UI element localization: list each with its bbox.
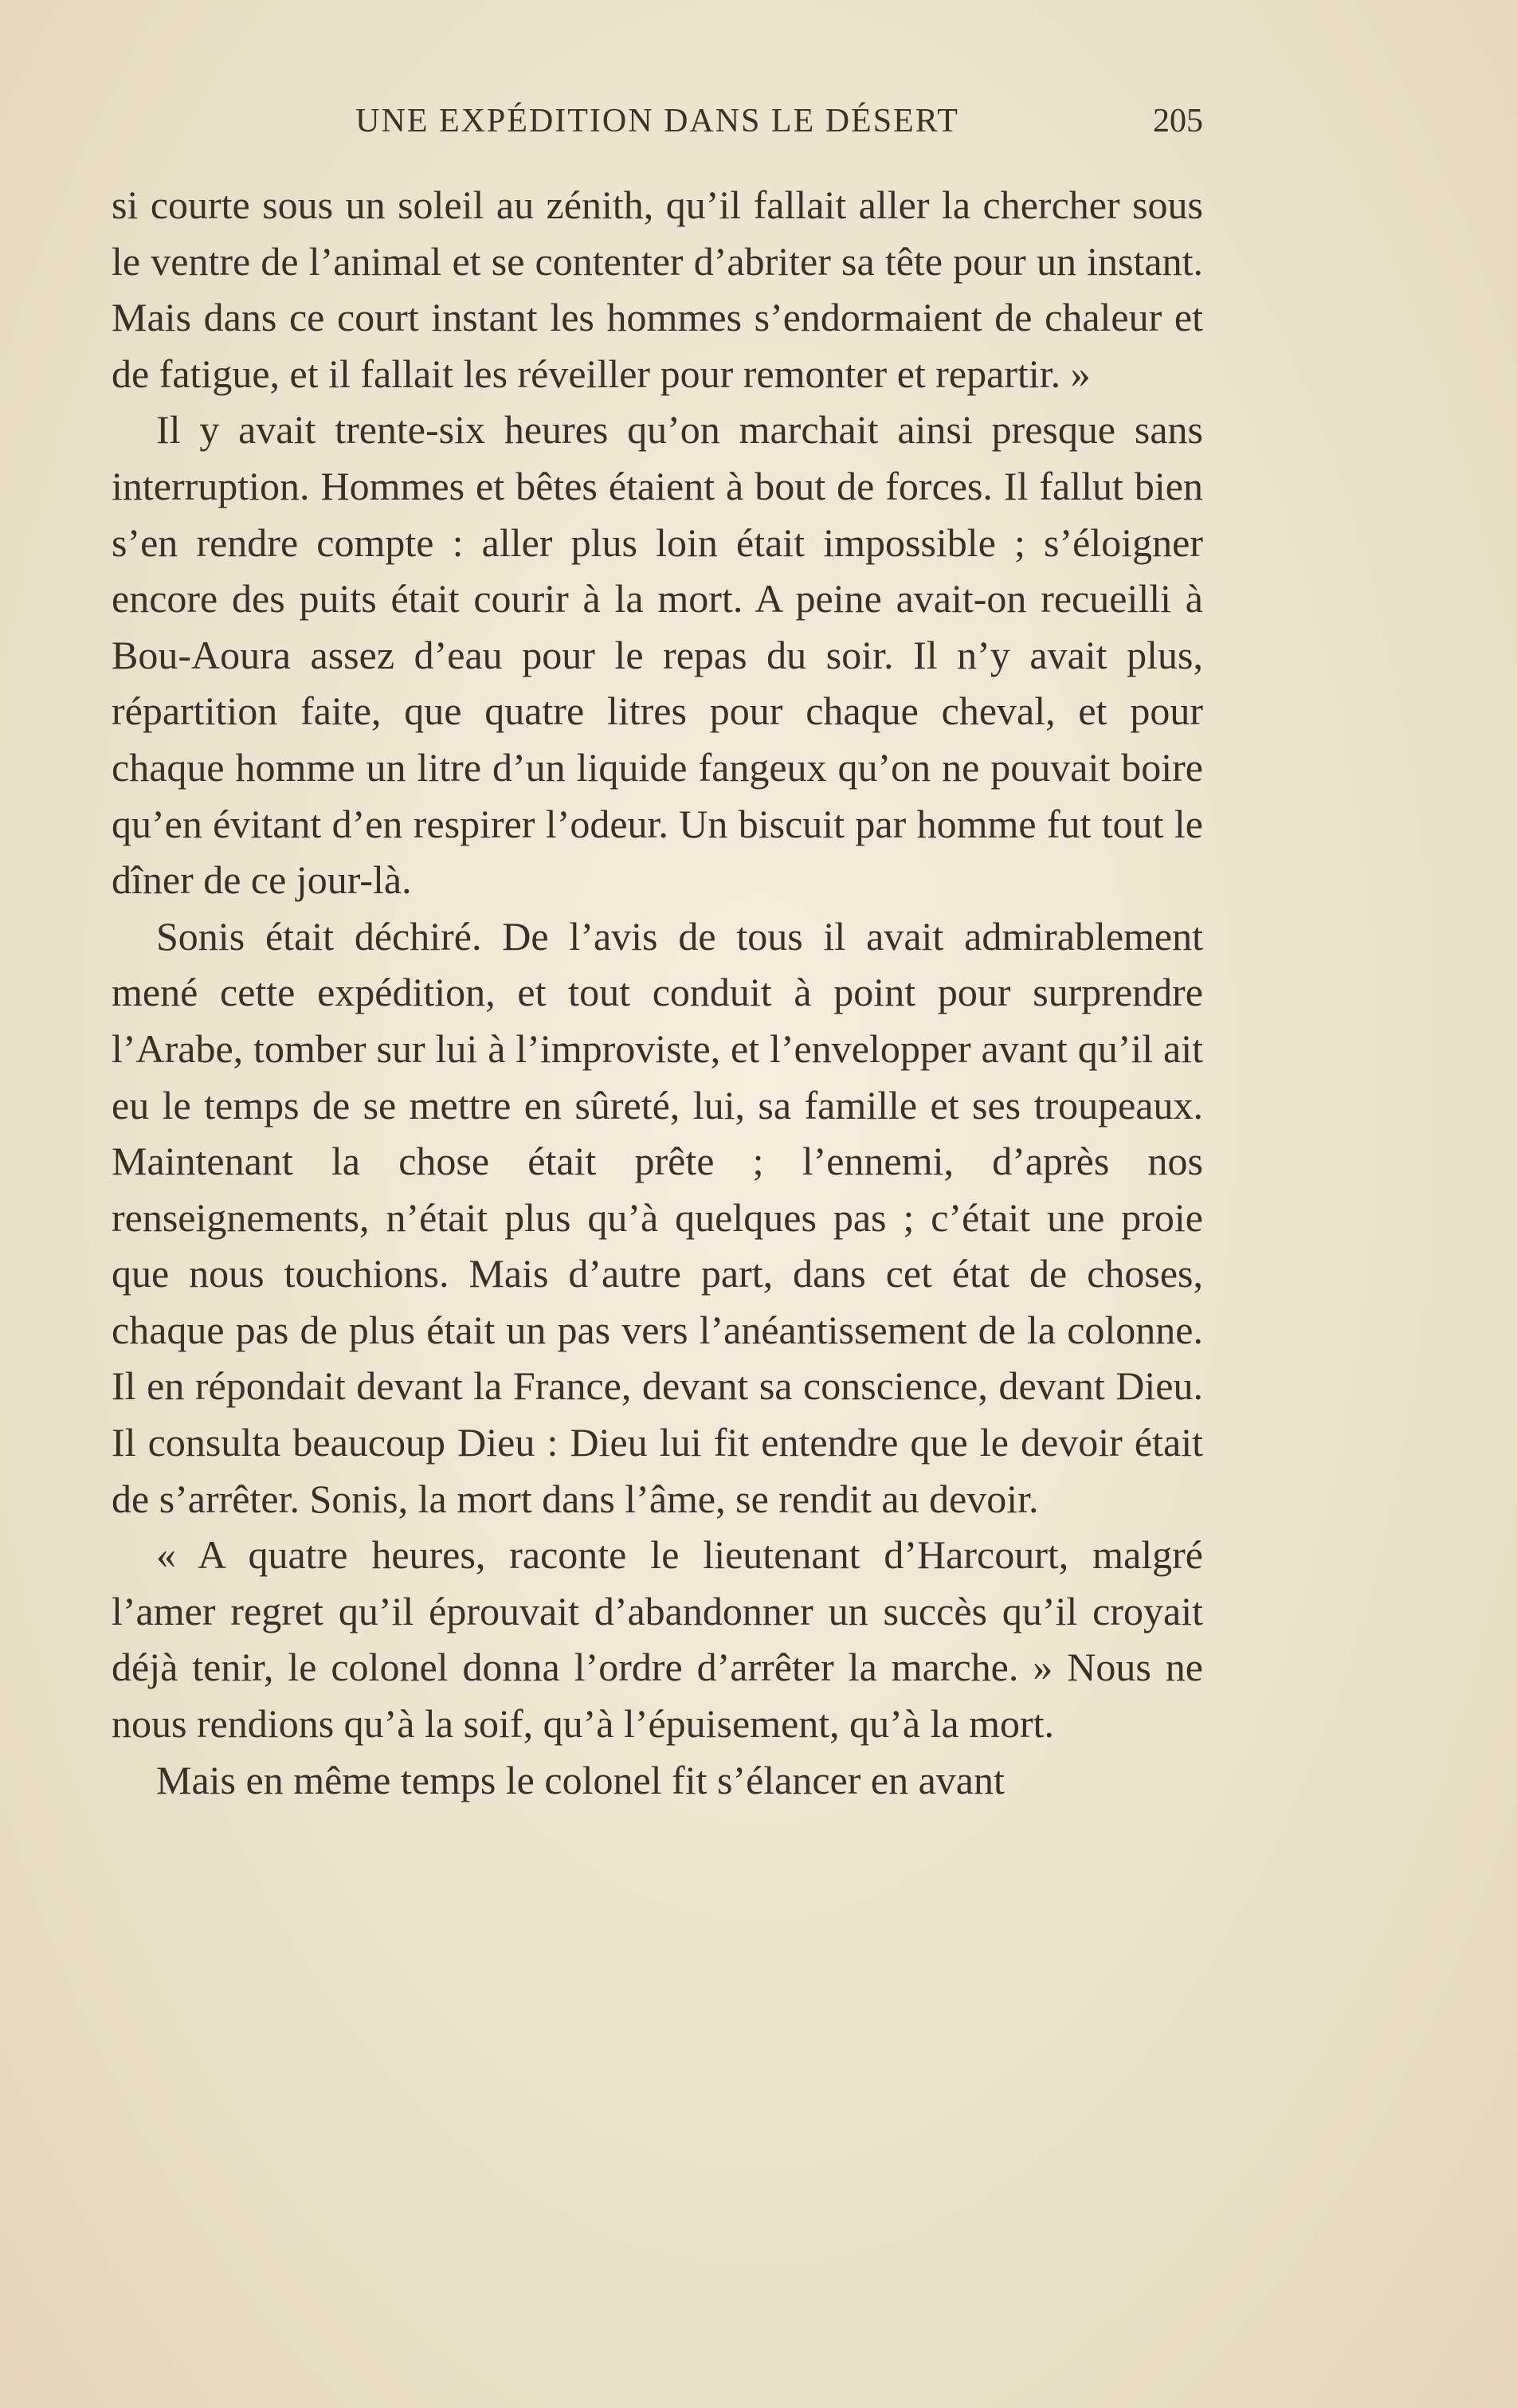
body-text xyxy=(112,177,1203,1808)
paragraph: Il y avait trente-six heures qu’on marchait ainsi presque sans interruption. Hommes et bêtes étaient à bout de forces. Il fallut bien s’en rendre compte : aller plus loin était impossible ; s’éloigner encore des puits était courir à la mort. A peine avait-on recueilli à Bou-Aoura assez d’eau pour le repas du soir. Il n’y avait plus, répartition faite, que quatre litres pour chaque cheval, et pour chaque homme un litre d’un liquide fangeux qu’on ne pouvait boire qu’en évitant d’en respirer l’odeur. Un biscuit par homme fut tout le dîner de ce jour-là. xyxy=(112,407,1203,903)
paragraph: « A quatre heures, raconte le lieutenant d’Harcourt, malgré l’amer regret qu’il éprouvait d’abandonner un succès qu’il croyait déjà tenir, le colonel donna l’ordre d’arrêter la marche. » Nous ne nous rendions qu’à la soif, qu’à l’épuisement, qu’à la mort. xyxy=(112,1532,1203,1747)
running-head xyxy=(112,102,1203,150)
paragraph: Mais en même temps le colonel fit s’élancer en avant xyxy=(156,1757,1005,1802)
page-number: 205 xyxy=(1153,103,1203,139)
paragraph-continuation: si courte sous un soleil au zénith, qu’il fallait aller la chercher sous le ventre de l’animal et se contenter d’abriter sa tête pour un instant. Mais dans ce court instant les hommes s’endormaient de chaleur et de fatigue, et il fallait les réveiller pour remonter et repartir. » xyxy=(112,182,1203,396)
paragraph: Sonis était déchiré. De l’avis de tous il avait admirablement mené cette expédition, et tout conduit à point pour surprendre l’Arabe, tomber sur lui à l’improviste, et l’envelopper avant qu’il ait eu le temps de se mettre en sûreté, lui, sa famille et ses troupeaux. Maintenant la chose était prête ; l’ennemi, d’après nos renseignements, n’était plus qu’à quelques pas ; c’était une proie que nous touchions. Mais d’autre part, dans cet état de choses, chaque pas de plus était un pas vers l’anéantissement de la colonne. Il en répondait devant la France, devant sa conscience, devant Dieu. Il consulta beaucoup Dieu : Dieu lui fit entendre que le devoir était de s’arrêter. Sonis, la mort dans l’âme, se rendit au devoir. xyxy=(112,913,1203,1521)
running-title: UNE EXPÉDITION DANS LE DÉSERT xyxy=(355,103,959,139)
